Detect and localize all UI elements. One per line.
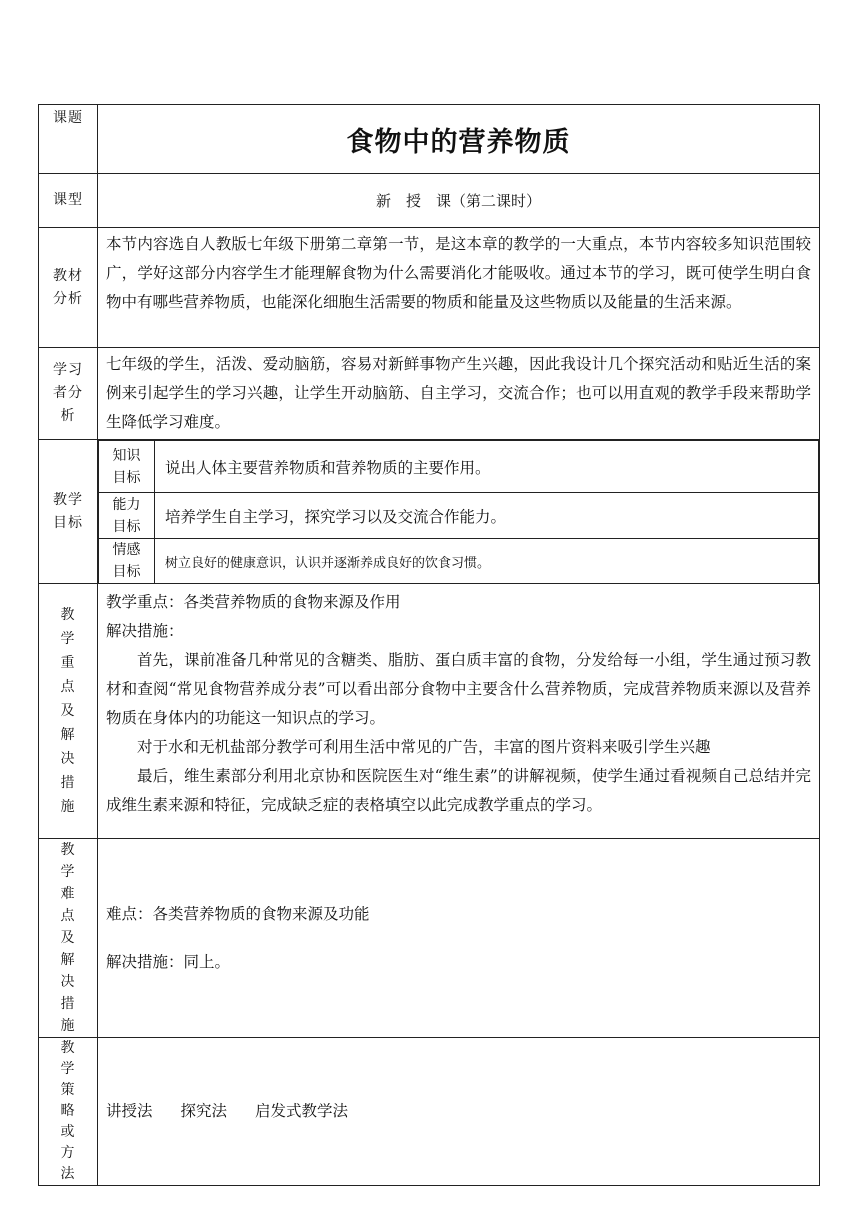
key-points-row — [39, 584, 820, 839]
key-points-focus: 教学重点：各类营养物质的食物来源及作用 — [106, 593, 401, 611]
lesson-type-row — [39, 174, 820, 228]
difficulty-text: 难点：各类营养物质的食物来源及功能 — [106, 905, 370, 923]
key-points-measures-label: 解决措施： — [106, 622, 184, 640]
objective-label: 能力目标 — [99, 493, 155, 539]
learner-analysis-label: 学习者分析 — [39, 348, 98, 440]
strategies-cell — [98, 1038, 820, 1186]
difficulty-measures: 解决措施：同上。 — [106, 953, 231, 971]
objective-text: 培养学生自主学习，探究学习以及交流合作能力。 — [155, 493, 819, 539]
method-item: 探究法 — [180, 1102, 228, 1120]
material-analysis-row — [39, 228, 820, 348]
difficulties-label: 教学难点及解决措施 — [39, 839, 98, 1038]
material-analysis-label: 教材分析 — [39, 228, 98, 348]
objectives-table — [98, 440, 819, 583]
strategies-label: 教学策略或方法 — [39, 1038, 98, 1186]
method-item: 启发式教学法 — [255, 1102, 349, 1120]
strategies-row — [39, 1038, 820, 1186]
learner-analysis-row — [39, 348, 820, 440]
objectives-cell — [98, 440, 820, 584]
objective-row — [99, 493, 819, 539]
difficulties-row — [39, 839, 820, 1038]
objective-text: 说出人体主要营养物质和营养物质的主要作用。 — [155, 441, 819, 493]
method-item: 讲授法 — [106, 1102, 153, 1120]
learner-analysis-text: 七年级的学生，活泼、爱动脑筋，容易对新鲜事物产生兴趣，因此我设计几个探究活动和贴近生活的案例来引起学生的学习兴趣，让学生开动脑筋、自主学习，交流合作；也可以用直观的教学手段来帮助学生降低学习难度。 — [98, 348, 820, 440]
objective-row — [99, 539, 819, 584]
lesson-plan-table — [38, 104, 820, 1186]
objective-row — [99, 441, 819, 493]
title-label: 课题 — [39, 105, 98, 174]
lesson-type-label: 课型 — [39, 174, 98, 228]
material-analysis-text: 本节内容选自人教版七年级下册第二章第一节，是这本章的教学的一大重点，本节内容较多知识范围较广，学好这部分内容学生才能理解食物为什么需要消化才能吸收。通过本节的学习，既可使学生明白食物中有哪些营养物质，也能深化细胞生活需要的物质和能量及这些物质以及能量的生活来源。 — [98, 228, 820, 348]
key-points-paragraph: 首先，课前准备几种常见的含糖类、脂肪、蛋白质丰富的食物，分发给每一小组，学生通过预习教材和查阅“常见食物营养成分表”可以看出部分食物中主要含什么营养物质，完成营养物质来源以及营养物质在身体内的功能这一知识点的学习。 — [106, 651, 811, 727]
lesson-type-value: 新 授 课（第二课时） — [98, 174, 820, 228]
objectives-label: 教学目标 — [39, 440, 98, 584]
key-points-paragraph: 最后，维生素部分利用北京协和医院医生对“维生素”的讲解视频，使学生通过看视频自己总结并完成维生素来源和特征，完成缺乏症的表格填空以此完成教学重点的学习。 — [106, 767, 811, 814]
lesson-title: 食物中的营养物质 — [98, 105, 820, 174]
key-points-cell — [98, 584, 820, 839]
objective-text: 树立良好的健康意识，认识并逐渐养成良好的饮食习惯。 — [155, 539, 819, 584]
objectives-row — [39, 440, 820, 584]
difficulties-cell — [98, 839, 820, 1038]
title-row — [39, 105, 820, 174]
objective-label: 知识目标 — [99, 441, 155, 493]
objective-label: 情感目标 — [99, 539, 155, 584]
key-points-label: 教学重点及解决措施 — [39, 584, 98, 839]
key-points-paragraph: 对于水和无机盐部分教学可利用生活中常见的广告，丰富的图片资料来吸引学生兴趣 — [137, 738, 711, 756]
